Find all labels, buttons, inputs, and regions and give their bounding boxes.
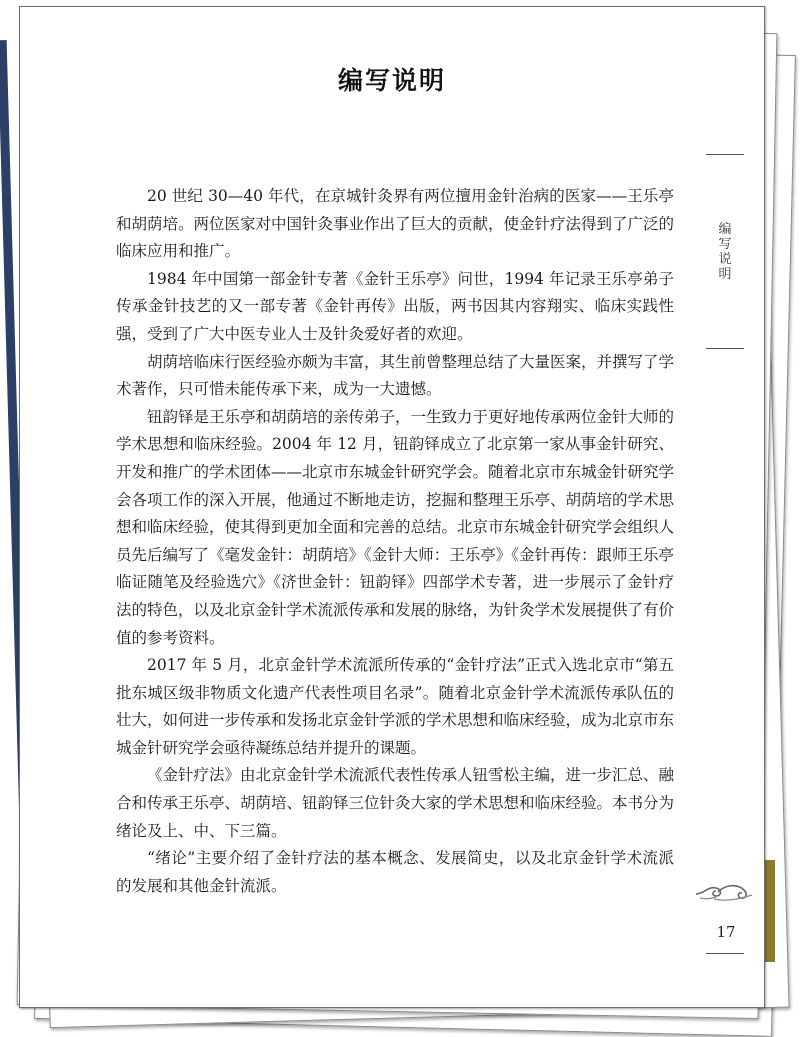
paragraph: 钮韵铎是王乐亭和胡荫培的亲传弟子，一生致力于更好地传承两位金针大师的学术思想和临床经验。2004 年 12 月，钮韵铎成立了北京第一家从事金针研究、开发和推广的学术团体——北京市东城金针研究学会。随着北京市东城金针研究学会各项工作的深入开展，他通过不断地走访，挖掘和整理王乐亭、胡荫培的学术思想和临床经验，使其得到更加全面和完善的总结。北京市东城金针研究学会组织人员先后编写了《毫发金针：胡荫培》《金针大师：王乐亭》《金针再传：跟师王乐亭临证随笔及经验选穴》《济世金针：钮韵铎》四部学术专著，进一步展示了金针疗法的特色，以及北京金针学术流派传承和发展的脉络，为针灸学术发展提供了有价值的参考资料。 <box>116 407 675 647</box>
side-running-title <box>715 222 735 282</box>
side-rule-top <box>706 154 744 155</box>
paragraph: 20 世纪 30—40 年代，在京城针灸界有两位擅用金针治病的医家——王乐亭和胡荫培。两位医家对中国针灸事业作出了巨大的贡献，使金针疗法得到了广泛的临床应用和推广。 <box>116 187 675 261</box>
paragraph: 1984 年中国第一部金针专著《金针王乐亭》问世，1994 年记录王乐亭弟子传承金针技艺的又一部专著《金针再传》出版，两书因其内容翔实、临床实践性强，受到了广大中医专业人士及针灸爱好者的欢迎。 <box>116 269 674 343</box>
side-title-text: 编 写 说 明 <box>718 222 732 282</box>
paragraph: 2017 年 5 月，北京金针学术流派所传承的“金针疗法”正式入选北京市“第五批东城区级非物质文化遗产代表性项目名录”。随着北京金针学术流派传承队伍的壮大，如何进一步传承和发扬北京金针学派的学术思想和临床经验，成为北京市东城金针研究学会亟待凝练总结并提升的课题。 <box>116 656 675 757</box>
page-title: 编写说明 <box>337 66 446 95</box>
page-number: 17 <box>716 923 736 941</box>
page-edge-strip <box>765 860 775 962</box>
paragraph: 胡荫培临床行医经验亦颇为丰富，其生前曾整理总结了大量医案，并撰写了学术著作，只可惜未能传承下来，成为一大遗憾。 <box>116 352 675 399</box>
document-page <box>19 6 765 1008</box>
body-text <box>116 183 674 900</box>
cloud-scroll-icon <box>694 880 754 902</box>
side-rule-bottom <box>706 348 744 349</box>
page-number-rule <box>706 953 744 954</box>
paragraph: “绪论”主要介绍了金针疗法的基本概念、发展简史，以及北京金针学术流派的发展和其他金针流派。 <box>116 849 674 895</box>
paragraph: 《金针疗法》由北京金针学术流派代表性传承人钮雪松主编，进一步汇总、融合和传承王乐亭、胡荫培、钮韵铎三位针灸大家的学术思想和临床经验。本书分为绪论及上、中、下三篇。 <box>116 766 675 840</box>
